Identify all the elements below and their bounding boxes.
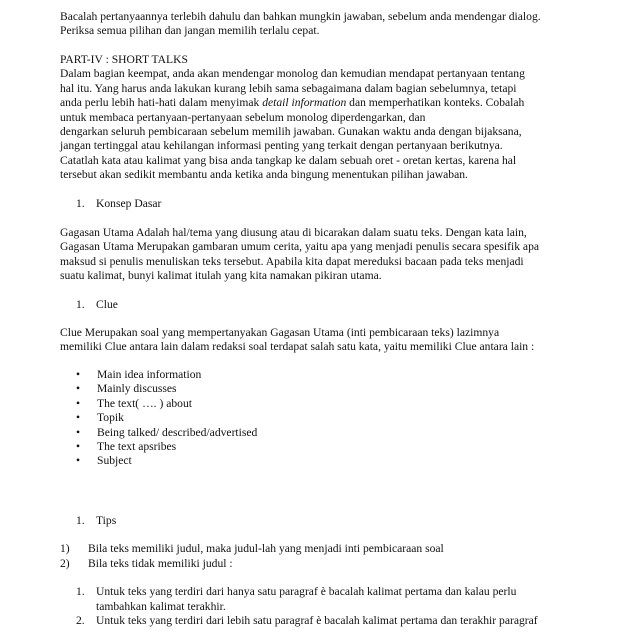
list-item: • Mainly discusses [76, 382, 177, 396]
part4-line: anda perlu lebih hati-hati dalam menyimak detail information dan memperhatikan konteks. Cobalah [60, 96, 525, 110]
intro-line: Bacalah pertanyaannya terlebih dahulu dan bahkan mungkin jawaban, sebelum anda mendengar dialog. [60, 10, 541, 23]
part4-line: jangan tertinggal atau kehilangan informasi penting yang terkait dengan pertanyaan berikutnya. [60, 139, 503, 153]
clue-paragraph [60, 326, 608, 355]
part4-line: Dalam bagian keempat, anda akan mendengar monolog dan kemudian mendapat pertanyaan tentang [60, 67, 525, 81]
konsep-line: Gagasan Utama Merupakan gambaran umum cerita, yaitu apa yang menjadi penulis secara spesifik apa [60, 240, 540, 254]
konsep-line: Gagasan Utama Adalah hal/tema yang diusung atau di bicarakan dalam suatu teks. Dengan kata lain, [60, 226, 527, 239]
clue-number: 1. [76, 298, 85, 311]
bullet-icon: • [76, 396, 81, 410]
konsep-line: maksud si penulis menuliskan teks tersebut. Apabila kita dapat mereduksi bacaan pada teks menjadi [60, 254, 524, 268]
bullet-icon: • [76, 382, 81, 396]
bullet-icon: • [76, 425, 81, 439]
detail-information-emphasis: detail information [262, 96, 347, 110]
part4-heading: PART-IV : SHORT TALKS [60, 53, 188, 66]
intro-line: Periksa semua pilihan dan jangan memilih terlalu cepat. [60, 24, 320, 38]
clue-list [76, 368, 257, 469]
list-item: • The text apsribes [76, 439, 177, 453]
clue-title: Clue [96, 298, 118, 311]
konsep-paragraph [60, 226, 608, 284]
document-page: Bacalah pertanyaannya terlebih dahulu dan bahkan mungkin jawaban, sebelum anda mendengar dialog. Periksa semua pilihan dan jangan memilih terlalu cepat. PART-IV : SHORT TALKS Dalam bagian keempat, anda akan mendengar monolog dan kemudian mendapat pertanyaan tentang hal itu. Yang harus anda lakukan kurang lebih sama sebagaimana dalam bagian sebelumnya, tetapi anda perlu lebih hati-hati dalam menyimak detail information dan memperhatikan konteks. Cobalah untuk membaca pertanyaan-pertanyaan sebelum monolog diperdengarkan, dan dengarkan seluruh pembicaraan sebelum memilih jawaban. Gunakan waktu anda dengan bijaksana, jangan tertinggal atau kehilangan informasi penting yang terkait dengan pertanyaan berikutnya. Catatlah kata atau kalimat yang bisa anda tangkap ke dalam sebuah oret - oretan kertas, karena hal tersebut akan sedikit membantu anda ketika anda bingung menentukan pilihan jawaban. 1. Konsep Dasar Gagasan Utama Adalah hal/tema yang diusung atau di bicarakan dalam suatu teks. Dengan kata lain, Gagasan Utama Merupakan gambaran umum cerita, yaitu apa yang menjadi penulis secara spesifik apa maksud si penulis menuliskan teks tersebut. Apabila kita dapat mereduksi bacaan pada teks menjadi suatu kalimat, bunyi kalimat itulah yang kita namakan pikiran utama. 1. Clue Clue Merupakan soal yang mempertanyakan Gagasan Utama (inti pembicaraan teks) lazimnya memiliki Clue antara lain dalam redaksi soal terdapat salah satu kata, yaitu memiliki Clue antara lain : • Main idea information • Mainly discusses • The text( …. ) about • Topik • Being talked/ described/advertised • The text apsribes • Subject 1. Tips 1) Bila teks memiliki judul, maka judul-lah yang menjadi inti pembicaraan soal 2) Bila teks tidak memiliki judul : 1. Untuk teks yang terdiri dari hanya satu paragraf è bacalah kalimat pertama dan kalau perlu tambahkan kalimat terakhir. 2. Untuk teks yang terdiri dari lebih satu paragraf è bacalah kalimat pertama dan terakhir paragraf [0, 0, 638, 630]
konsep-line: suatu kalimat, bunyi kalimat itulah yang kita namakan pikiran utama. [60, 269, 382, 283]
part4-line: Catatlah kata atau kalimat yang bisa anda tangkap ke dalam sebuah oret - oretan kertas, karena hal [60, 153, 517, 167]
bullet-icon: • [76, 368, 81, 381]
clue-line: memiliki Clue antara lain dalam redaksi soal terdapat salah satu kata, yaitu memiliki Clue antara lain : [60, 340, 535, 354]
tips-title: Tips [96, 514, 117, 527]
tips-subpoint-continuation: tambahkan kalimat terakhir. [96, 600, 226, 613]
bullet-icon: • [76, 411, 81, 425]
bullet-icon: • [76, 439, 81, 453]
part4-line: hal itu. Yang harus anda lakukan kurang lebih sama sebagaimana dalam bagian sebelumnya, tetapi [60, 81, 517, 95]
part4-line: dengarkan seluruh pembicaraan sebelum memilih jawaban. Gunakan waktu anda dengan bijaksana, [60, 125, 522, 139]
part4-line: tersebut akan sedikit membantu anda ketika anda bingung menentukan pilihan jawaban. [60, 168, 468, 182]
list-item: • Being talked/ described/advertised [76, 425, 258, 439]
list-item: • Subject [76, 454, 132, 468]
part4-line: untuk membaca pertanyaan-pertanyaan sebelum monolog diperdengarkan, dan [60, 110, 426, 124]
list-item: • Main idea information [76, 368, 202, 381]
konsep-number: 1. [76, 197, 85, 210]
bullet-icon: • [76, 454, 81, 468]
list-item: • The text( …. ) about [76, 396, 192, 410]
part4-section [60, 53, 608, 183]
intro-paragraph [60, 10, 608, 39]
list-item: • Topik [76, 411, 124, 425]
konsep-title: Konsep Dasar [96, 197, 162, 210]
clue-line: Clue Merupakan soal yang mempertanyakan Gagasan Utama (inti pembicaraan teks) lazimnya [60, 326, 500, 339]
tips-number: 1. [76, 514, 85, 527]
